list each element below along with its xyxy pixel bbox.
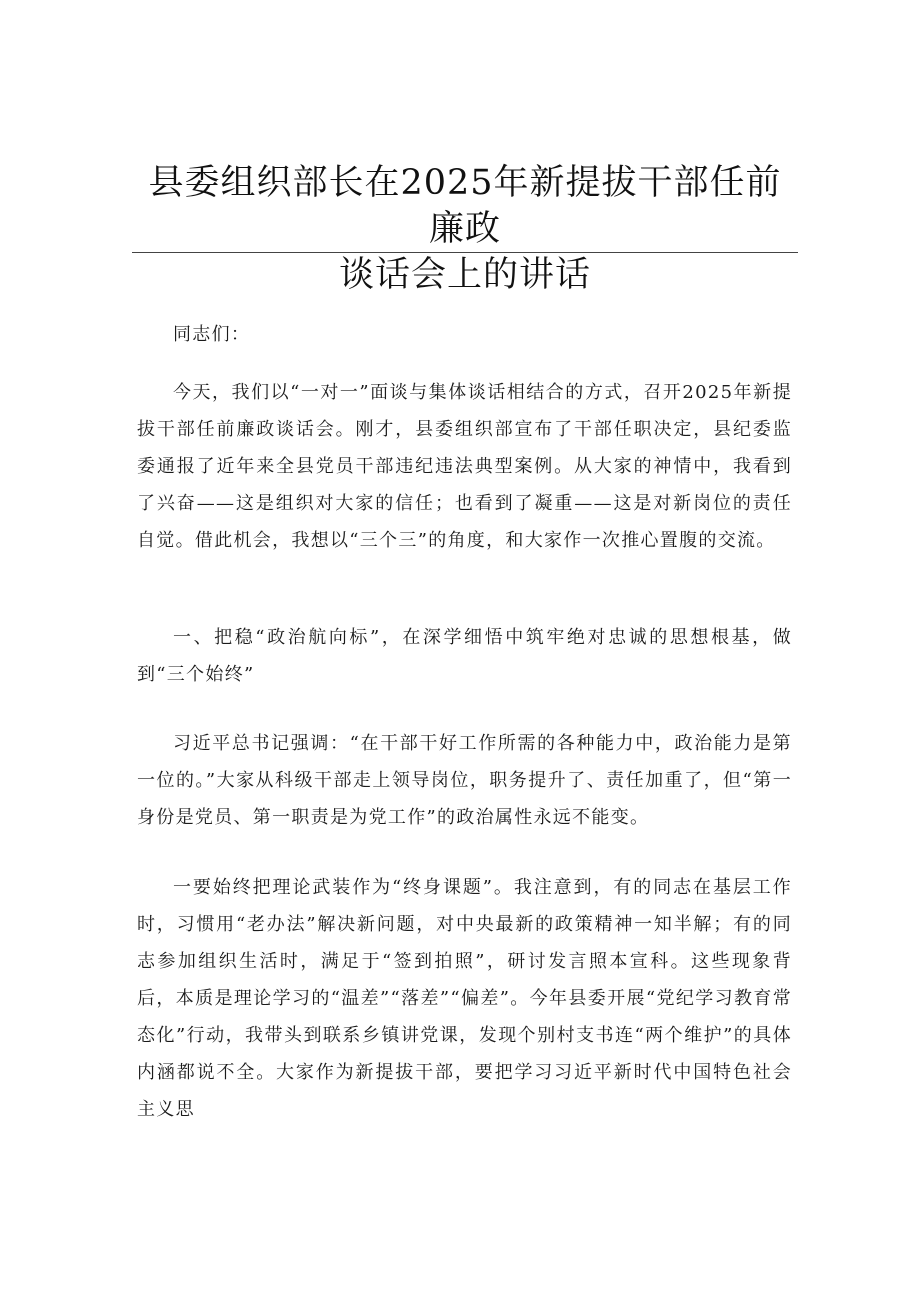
paragraph-theory: 一要始终把理论武装作为“终身课题”。我注意到，有的同志在基层工作时，习惯用“老办法”解决新问题，对中央最新的政策精神一知半解；有的同志参加组织生活时，满足于“签到拍照”，研讨发言照本宣科。这些现象背后，本质是理论学习的“温差”“落差”“偏差”。今年县委开展“党纪学习教育常态化”行动，我带头到联系乡镇讲党课，发现个别村支书连“两个维护”的具体内涵都说不全。大家作为新提拔干部，要把学习习近平新时代中国特色社会主义思	[137, 877, 792, 1120]
paragraph-intro: 今天，我们以“一对一”面谈与集体谈话相结合的方式，召开2025年新提拔干部任前廉政谈话会。刚才，县委组织部宣布了干部任职决定，县纪委监委通报了近年来全县党员干部违纪违法典型案例。从大家的神情中，我看到了兴奋——这是组织对大家的信任；也看到了凝重——这是对新岗位的责任自觉。借此机会，我想以“三个三”的角度，和大家作一次推心置腹的交流。	[137, 382, 792, 551]
title-line-2: 谈话会上的讲话	[338, 255, 591, 295]
paragraph-quote: 习近平总书记强调：“在干部干好工作所需的各种能力中，政治能力是第一位的。”大家从科级干部走上领导岗位，职务提升了、责任加重了，但“第一身份是党员、第一职责是为党工作”的政治属性永远不能变。	[137, 733, 792, 828]
document-title	[132, 160, 798, 298]
salutation: 同志们：	[173, 324, 251, 345]
section-heading-1: 一、把稳“政治航向标”，在深学细悟中筑牢绝对忠诚的思想根基，做到“三个始终”	[137, 627, 792, 685]
title-line-1: 县委组织部长在2025年新提拔干部任前廉政	[148, 163, 782, 249]
title-divider	[132, 252, 798, 253]
